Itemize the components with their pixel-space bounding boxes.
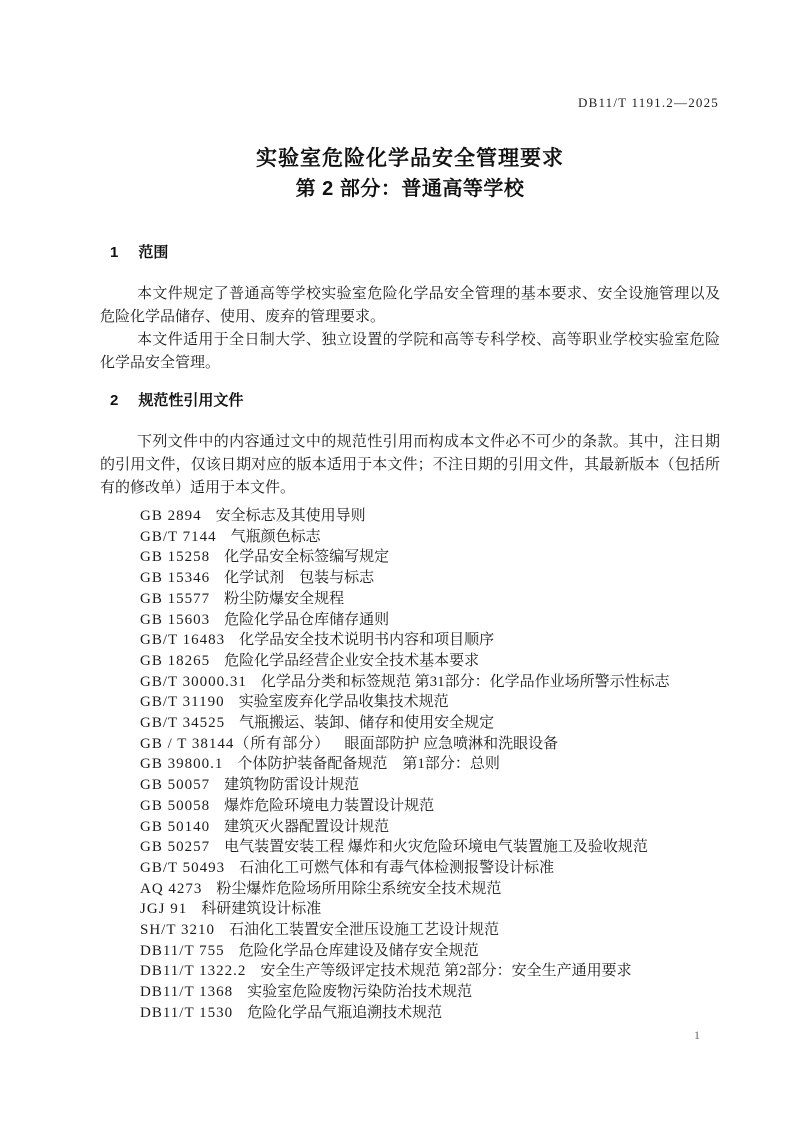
reference-code: GB 15603 [140, 611, 211, 628]
reference-title: 石油化工装置安全泄压设施工艺设计规范 [228, 922, 499, 939]
reference-item [140, 1003, 720, 1024]
reference-title: 化学试剂 包装与标志 [224, 570, 375, 587]
page-number: 1 [694, 1028, 700, 1042]
normative-references-list [140, 506, 720, 1024]
reference-item [140, 630, 720, 651]
reference-item [140, 982, 720, 1003]
reference-title: 粉尘防爆安全规程 [224, 590, 345, 607]
reference-title: 危险化学品仓库建设及储存安全规范 [238, 942, 479, 959]
reference-title: 实验室废弃化学品收集技术规范 [238, 694, 449, 711]
section-2-intro-paragraph: 下列文件中的内容通过文中的规范性引用而构成本文件必不可少的条款。其中，注日期的引用文件，仅该日期对应的版本适用于本文件；不注日期的引用文件，其最新版本（包括所有的修改单）适用于本文件。 [100, 434, 720, 496]
reference-item [140, 589, 720, 610]
document-title-line2: 第 2 部分：普通高等学校 [295, 178, 525, 200]
reference-title: 实验室危险废物污染防治技术规范 [247, 984, 473, 1001]
reference-title: 电气装置安装工程 爆炸和火灾危险环境电气装置施工及验收规范 [224, 839, 648, 856]
reference-title: 建筑物防雷设计规范 [224, 777, 360, 794]
reference-item [140, 568, 720, 589]
section-1-paragraph-1: 本文件规定了普通高等学校实验室危险化学品安全管理的基本要求、安全设施管理以及危险化学品储存、使用、废弃的管理要求。 [100, 286, 720, 325]
reference-title: 危险化学品经营企业安全技术基本要求 [224, 652, 480, 669]
reference-item [140, 713, 720, 734]
reference-title: 科研建筑设计标准 [201, 901, 322, 918]
reference-item [140, 734, 720, 755]
document-body [100, 243, 720, 1024]
document-title [100, 143, 720, 205]
reference-code: GB/T 34525 [140, 715, 226, 732]
reference-title: 化学品安全标签编写规定 [224, 549, 390, 566]
section-1-paragraph-2: 本文件适用于全日制大学、独立设置的学院和高等专科学校、高等职业学校实验室危险化学品安全管理。 [100, 332, 720, 371]
reference-code: GB 50057 [140, 777, 211, 794]
reference-code: GB/T 30000.31 [140, 673, 247, 690]
reference-item [140, 941, 720, 962]
reference-item [140, 775, 720, 796]
reference-code: GB/T 31190 [140, 694, 225, 711]
document-title-line1: 实验室危险化学品安全管理要求 [256, 147, 564, 170]
reference-title: 气瓶颜色标志 [230, 528, 321, 545]
reference-item [140, 796, 720, 817]
reference-title: 个体防护装备配备规范 第1部分：总则 [237, 756, 500, 773]
reference-item [140, 858, 720, 879]
reference-item [140, 506, 720, 527]
reference-code: GB / T 38144（所有部分） [140, 735, 331, 752]
reference-code: AQ 4273 [140, 880, 203, 897]
reference-item [140, 547, 720, 568]
reference-item [140, 879, 720, 900]
reference-title: 化学品分类和标签规范 第31部分：化学品作业场所警示性标志 [260, 673, 670, 690]
reference-code: GB 39800.1 [140, 756, 224, 773]
reference-code: JGJ 91 [140, 901, 188, 918]
reference-code: DB11/T 1530 [140, 1004, 234, 1021]
section-1-number: 1 [110, 244, 119, 261]
section-1-title: 范围 [138, 244, 169, 261]
reference-title: 安全标志及其使用导则 [215, 508, 366, 524]
reference-item [140, 672, 720, 693]
reference-title: 危险化学品仓库储存通则 [224, 611, 390, 628]
reference-item [140, 817, 720, 838]
reference-item [140, 692, 720, 713]
reference-code: DB11/T 1368 [140, 984, 234, 1001]
reference-title: 安全生产等级评定技术规范 第2部分：安全生产通用要求 [260, 963, 632, 980]
reference-code: GB 15258 [140, 549, 211, 566]
section-1-heading [110, 243, 720, 263]
standard-number: DB11/T 1191.2—2025 [577, 95, 719, 110]
reference-title: 爆炸危险环境电力装置设计规范 [224, 797, 435, 814]
reference-code: GB/T 7144 [140, 528, 217, 545]
reference-item [140, 754, 720, 775]
reference-title: 气瓶搬运、装卸、储存和使用安全规定 [239, 715, 495, 732]
reference-title: 眼面部防护 应急喷淋和洗眼设备 [344, 735, 559, 752]
reference-code: GB 18265 [140, 652, 211, 669]
reference-title: 石油化工可燃气体和有毒气体检测报警设计标准 [239, 859, 555, 876]
reference-item [140, 920, 720, 941]
reference-code: GB 50058 [140, 797, 211, 814]
section-2-title: 规范性引用文件 [138, 392, 244, 409]
reference-item [140, 837, 720, 858]
reference-code: GB 50140 [140, 818, 211, 835]
section-2-heading [110, 391, 720, 411]
reference-title: 建筑灭火器配置设计规范 [224, 818, 390, 835]
reference-code: SH/T 3210 [140, 922, 215, 939]
reference-title: 粉尘爆炸危险场所用除尘系统安全技术规范 [216, 880, 502, 897]
reference-code: DB11/T 1322.2 [140, 963, 247, 980]
reference-item [140, 527, 720, 548]
section-2-number: 2 [110, 392, 119, 409]
reference-code: GB/T 16483 [140, 632, 226, 649]
reference-item [140, 651, 720, 672]
reference-title: 化学品安全技术说明书内容和项目顺序 [239, 632, 495, 649]
reference-item [140, 899, 720, 920]
reference-code: GB 2894 [140, 508, 202, 524]
reference-code: GB 15577 [140, 590, 211, 607]
reference-code: GB 50257 [140, 839, 211, 856]
reference-title: 危险化学品气瓶追溯技术规范 [247, 1004, 443, 1021]
reference-code: GB 15346 [140, 570, 211, 587]
reference-code: GB/T 50493 [140, 859, 226, 876]
reference-code: DB11/T 755 [140, 942, 225, 959]
reference-item [140, 961, 720, 982]
reference-item [140, 610, 720, 631]
